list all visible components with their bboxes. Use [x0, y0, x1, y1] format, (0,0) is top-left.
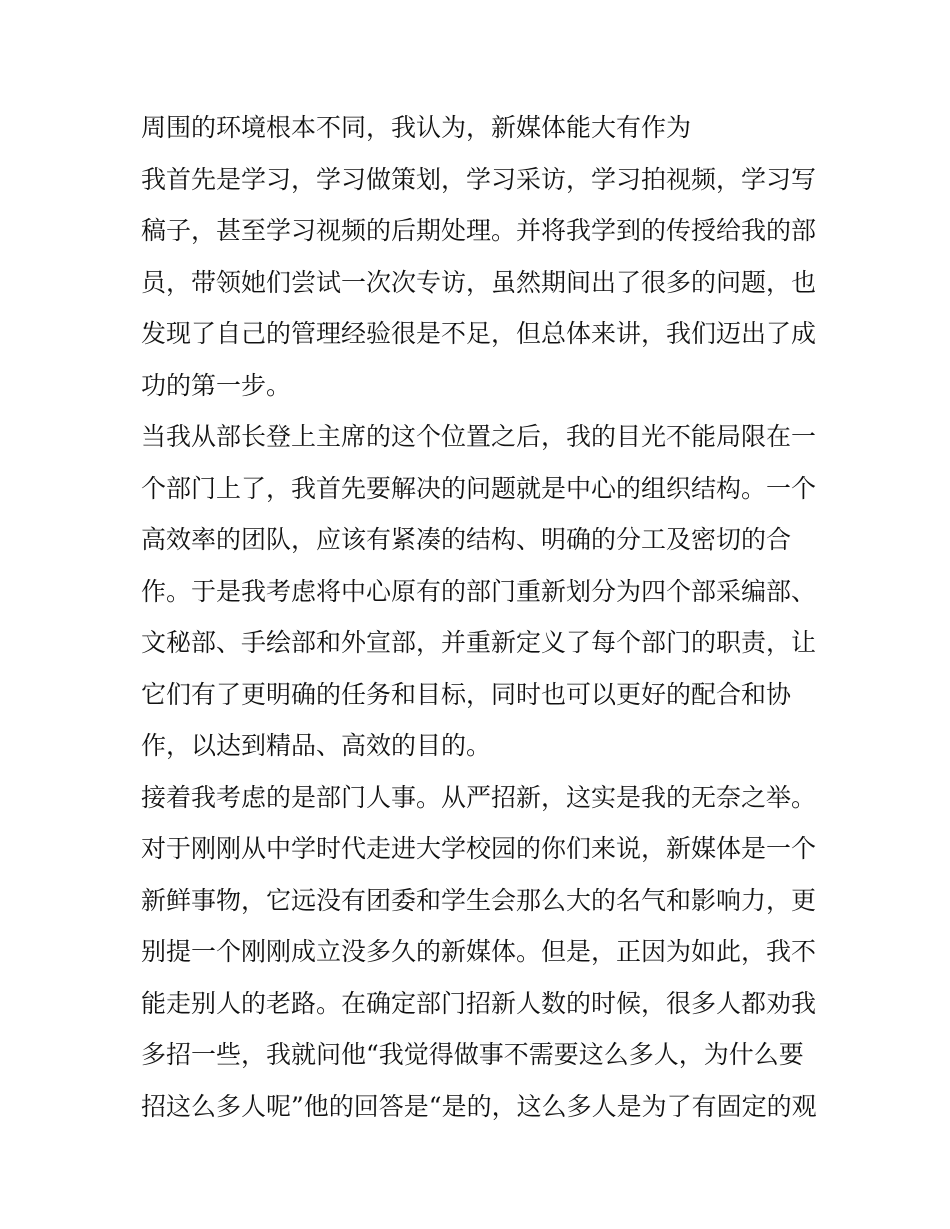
text-line: 别提一个刚刚成立没多久的新媒体。但是，正因为如此，我不: [141, 937, 817, 966]
text-line: 接着我考虑的是部门人事。从严招新，这实是我的无奈之举。: [141, 782, 817, 812]
text-line: 它们有了更明确的任务和目标，同时也可以更好的配合和协: [141, 679, 792, 709]
text-line: 对于刚刚从中学时代走进大学校园的你们来说，新媒体是一个: [141, 834, 817, 863]
text-line: 新鲜事物，它远没有团委和学生会那么大的名气和影响力，更: [141, 885, 817, 915]
text-line: 我首先是学习，学习做策划，学习采访，学习拍视频，学习写: [141, 164, 817, 194]
text-line: 作，以达到精品、高效的目的。: [141, 731, 492, 760]
text-line: 功的第一步。: [141, 370, 292, 400]
text-line: 个部门上了，我首先要解决的问题就是中心的组织结构。一个: [141, 473, 817, 503]
text-line: 周围的环境根本不同，我认为，新媒体能大有作为: [141, 113, 692, 142]
text-line: 员，带领她们尝试一次次专访，虽然期间出了很多的问题，也: [141, 267, 817, 297]
text-line: 多招一些，我就问他“我觉得做事不需要这么多人，为什么要: [141, 1040, 804, 1069]
text-line: 当我从部长登上主席的这个位置之后，我的目光不能局限在一: [141, 422, 817, 451]
text-line: 文秘部、手绘部和外宣部，并重新定义了每个部门的职责，让: [141, 628, 817, 657]
text-line: 稿子，甚至学习视频的后期处理。并将我学到的传授给我的部: [141, 216, 817, 245]
text-line: 高效率的团队，应该有紧凑的结构、明确的分工及密切的合: [141, 525, 792, 554]
text-line: 发现了自己的管理经验很是不足，但总体来讲，我们迈出了成: [141, 319, 817, 348]
body-text: [141, 102, 821, 1132]
text-line: 作。于是我考虑将中心原有的部门重新划分为四个部采编部、: [141, 576, 817, 606]
text-line: 招这么多人呢”他的回答是“是的，这么多人是为了有固定的观: [141, 1091, 817, 1121]
text-line: 能走别人的老路。在确定部门招新人数的时候，很多人都劝我: [141, 988, 817, 1018]
